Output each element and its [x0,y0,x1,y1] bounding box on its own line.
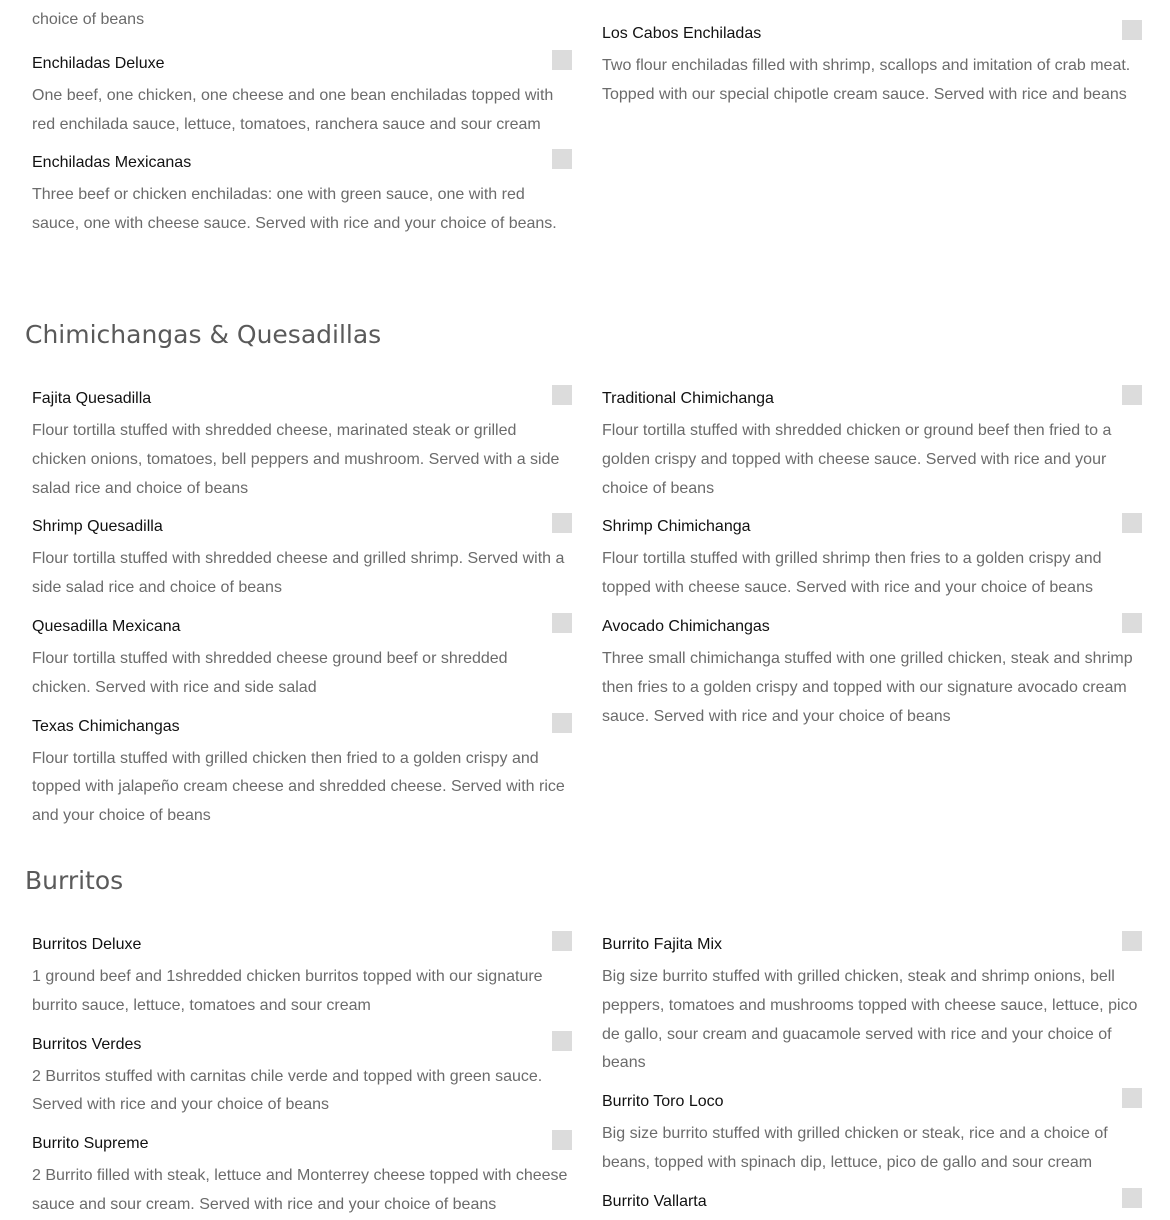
menu-item-description: 1 ground beef and 1shredded chicken burritos topped with our signature burrito sauce, lettuce, tomatoes and sour cream [32,968,543,1014]
chimichangas-left-column [32,389,570,831]
menu-item [602,1192,1140,1212]
menu-item-name: Burrito Toro Loco [602,1093,724,1111]
menu-item [602,389,1140,503]
menu-item [602,935,1140,1078]
menu-item [602,24,1140,110]
menu-item-description: Flour tortilla stuffed with shredded cheese, marinated steak or grilled chicken onions, tomatoes, bell peppers and mushroom. Served with a side salad rice and choice of beans [32,422,560,497]
select-checkbox[interactable] [552,931,572,951]
menu-item-name: Burrito Fajita Mix [602,936,723,953]
menu-item-name: Texas Chimichangas [32,717,180,735]
select-checkbox[interactable] [552,613,572,633]
select-checkbox[interactable] [1122,613,1142,633]
menu-item-description: One beef, one chicken, one cheese and one bean enchiladas topped with red enchilada sauce, lettuce, tomatoes, ranchera sauce and sour cream [32,86,554,133]
menu-item-name: Burrito Vallarta [602,1192,707,1210]
menu-item-description: Flour tortilla stuffed with grilled chicken then fried to a golden crispy and topped with jalapeño cream cheese and shredded cheese. Served with rice and your choice of beans [32,749,565,825]
select-checkbox[interactable] [1122,20,1142,40]
menu-item-name: Avocado Chimichangas [602,617,770,635]
menu-item-name: Burritos Verdes [32,1035,142,1053]
menu-item-description: Flour tortilla stuffed with shredded cheese and grilled shrimp. Served with a side salad rice and choice of beans [32,550,565,597]
menu-item [32,1134,570,1220]
menu-item [602,617,1140,731]
section-title-burritos: Burritos [25,866,124,895]
menu-item [32,935,570,1021]
menu-item-description: Two flour enchiladas filled with shrimp, scallops and imitation of crab meat. Topped with our special chipotle cream sauce. Served with rice and beans [602,57,1131,103]
menu-item-description: Three small chimichanga stuffed with one grilled chicken, steak and shrimp then fries to a golden crispy and topped with our signature avocado cream sauce. Served with rice and your choice of beans [602,649,1133,725]
select-checkbox[interactable] [552,149,572,169]
menu-item-description: 2 Burritos stuffed with carnitas chile verde and topped with green sauce. Served with rice and your choice of beans [32,1067,543,1114]
menu-item-name: Enchiladas Mexicanas [32,154,192,172]
chimichangas-right-column [602,389,1140,731]
menu-item-description: 2 Burrito filled with steak, lettuce and Monterrey cheese topped with cheese sauce and sour cream. Served with rice and your choice of beans [32,1167,568,1213]
burritos-right-column [602,935,1140,1220]
menu-item-name: Burrito Supreme [32,1135,149,1153]
select-checkbox[interactable] [552,1031,572,1051]
select-checkbox[interactable] [1122,931,1142,951]
select-checkbox[interactable] [552,1130,572,1150]
menu-item-description: Flour tortilla stuffed with grilled shrimp then fries to a golden crispy and topped with cheese sauce. Served with rice and your choice of beans [602,550,1102,597]
menu-item [32,717,570,831]
menu-item [32,517,570,603]
select-checkbox[interactable] [552,385,572,405]
menu-item [602,517,1140,603]
menu-item-description: Flour tortilla stuffed with shredded cheese ground beef or shredded chicken. Served with rice and side salad [32,649,508,696]
menu-item-name: Shrimp Chimichanga [602,518,751,536]
menu-item [32,389,570,503]
menu-item-name: Traditional Chimichanga [602,390,774,407]
select-checkbox[interactable] [552,50,572,70]
burritos-left-column [32,935,570,1220]
menu-item [602,1092,1140,1178]
select-checkbox[interactable] [1122,1188,1142,1208]
enchiladas-left-column [32,6,570,239]
menu-item-name: Los Cabos Enchiladas [602,25,762,42]
menu-item-description: Big size burrito stuffed with grilled chicken, steak and shrimp onions, bell peppers, tomatoes and mushrooms topped with cheese sauce, lettuce, pico de gallo, sour cream and guacamole served with rice and your choice of beans [602,968,1138,1072]
menu-item-description: Three beef or chicken enchiladas: one with green sauce, one with red sauce, one with cheese sauce. Served with rice and your choice of beans. [32,186,557,233]
menu-item [32,54,570,140]
menu-item [32,1035,570,1121]
select-checkbox[interactable] [1122,385,1142,405]
menu-item-description: Big size burrito stuffed with grilled chicken or steak, rice and a choice of beans, topped with spinach dip, lettuce, pico de gallo and sour cream [602,1125,1108,1171]
menu-item-name: Enchiladas Deluxe [32,54,165,72]
select-checkbox[interactable] [552,713,572,733]
menu-item [32,617,570,703]
select-checkbox[interactable] [1122,513,1142,533]
section-title-chimichangas: Chimichangas & Quesadillas [25,320,382,349]
select-checkbox[interactable] [552,513,572,533]
menu-item-name: Burritos Deluxe [32,936,142,953]
enchiladas-right-column [602,24,1140,110]
menu-item-description: Flour tortilla stuffed with shredded chicken or ground beef then fried to a golden crispy and topped with cheese sauce. Served with rice and your choice of beans [602,422,1112,497]
menu-item [32,153,570,239]
menu-item-name: Shrimp Quesadilla [32,518,163,536]
partial-item-description: choice of beans [32,11,145,28]
select-checkbox[interactable] [1122,1088,1142,1108]
menu-item-name: Quesadilla Mexicana [32,617,181,635]
menu-item-name: Fajita Quesadilla [32,390,152,407]
